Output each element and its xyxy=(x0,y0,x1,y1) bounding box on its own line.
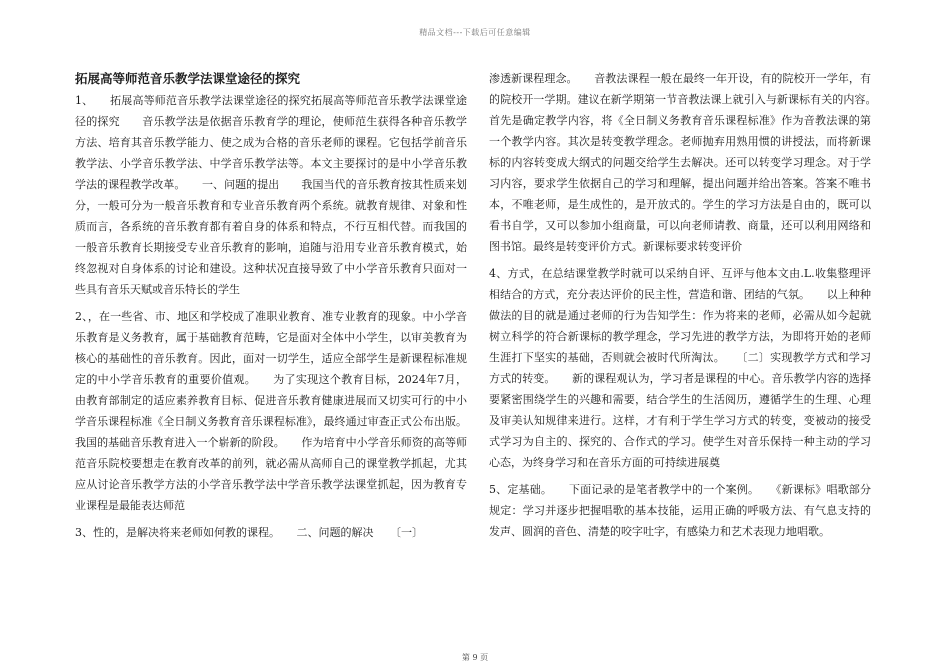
page-number: 第 9 页 xyxy=(461,653,489,662)
left-column xyxy=(75,68,467,549)
paragraph-3-continued: 渗透新课程理念。 音教法课程一般在最终一年开设，有的院校开一学年，有的院校开一学期。建议在新学期第一节音教法课上就引入与新课标有关的内容。 首先是确定教学内容，将《全日制义务教育音乐课程标准》作为音教法课的第一个教学内容。其次是转变教学理念。老师抛弃用熟用惯的讲授法，而将新课标的内容转变成大纲式的问题交给学生去解决。还可以转变学习理念。对于学习内容，要求学生依据自己的学习和理解，提出问题并给出答案。答案不唯书本，不唯老师，是生成性的，是开放式的。学生的学习方法是自由的，既可以看书自学，又可以参加小组商量，可以向老师请教、商量，还可以利用网络和图书馆。最终是转变评价方式。新课标要求转变评价 xyxy=(489,72,893,253)
paragraph-5: 5、定基础。 下面记录的是笔者教学中的一个案例。 《新课标》唱歌部分规定：学习并逐步把握唱歌的基本技能，运用正确的呼吸方法、有气息支持的发声、圆润的音色、清楚的咬字吐字，有感染力和艺术表现力地唱歌。 xyxy=(489,483,871,538)
paragraph-3: 3、性的，是解决将来老师如何教的课程。 二、问题的解决 〔一〕 xyxy=(75,526,423,539)
right-column xyxy=(489,68,893,548)
document-title: 拓展高等师范音乐教学法课堂途径的探究 xyxy=(75,71,301,86)
paragraph-2: 2、，在一些省、市、地区和学校成了准职业教育、准专业教育的现象。中小学音乐教育是义务教育，属于基础教育范畴，它是面对全体中小学生，以审美教育为核心的基础性的音乐教育。因此，面对一切学生，适应全部学生是新课程标准规定的中小学音乐教育的重要价值观。 为了实现这个教育目标，2024年7月，由教育部制定的适应素养教育目标、促进音乐教育健康进展而又切实可行的中小学音乐课程标准《全日制义务教育音乐课程标准》，最终通过审查正式公布出版。我国的基础音乐教育进入一个崭新的阶段。 作为培育中小学音乐师资的高等师范音乐院校要想走在教育改革的前列，就必需从高师自己的课堂教学抓起，尤其应从讨论音乐教学方法的小学音乐教学法中学音乐教学法课堂抓起，因为教育专业课程是最能表达师范 xyxy=(75,310,467,512)
paragraph-4: 4、方式，在总结课堂教学时就可以采纳自评、互评与他本文由.L.收集整理评相结合的方式，充分表达评价的民主性，营造和谐、团结的气氛。 以上种种做法的目的就是通过老师的行为告知学生：作为将来的老师，必需从如今起就树立科学的符合新课标的教学理念，学习先进的教学方法，为即将开始的老师生涯打下坚实的基础，否则就会被时代所淘汰。 〔二〕实现教学方式和学习方式的转变。 新的课程观认为，学习者是课程的中心。音乐教学内容的选择要紧密围绕学生的兴趣和需要，结合学生的生活阅历，遵循学生的生理、心理及审美认知规律来进行。这样，才有利于学生学习方式的转变，变被动的接受式学习为自主的、探究的、合作式的学习。使学生对音乐保持一种主动的学习心态，为终身学习和在音乐方面的可持续进展奠 xyxy=(489,267,871,469)
page-header: 精品文档---下载后可任意编辑 xyxy=(419,28,531,37)
paragraph-1: 1、 拓展高等师范音乐教学法课堂途径的探究拓展高等师范音乐教学法课堂途径的探究 音乐教学法是依据音乐教育学的理论，使师范生获得各种音乐教学方法、培育其音乐教学能力、使之成为合格的音乐老师的课程。它包括学前音乐教学法、小学音乐教学法、中学音乐教学法等。本文主要探讨的是中小学音乐教学法的课程教学改革。 一、问题的提出 我国当代的音乐教育按其性质来划分，一般可分为一般音乐教育和专业音乐教育两个系统。就教育规律、对象和性质而言，各系统的音乐教育都有着自身的体系和特点，不行互相代替。而我国的一般音乐教育长期接受专业音乐教育的影响，追随与沿用专业音乐教育模式，始终忽视对自身体系的讨论和建设。这种状况直接导致了中小学音乐教育只面对一些具有音乐天赋或音乐特长的学生 xyxy=(75,94,467,296)
